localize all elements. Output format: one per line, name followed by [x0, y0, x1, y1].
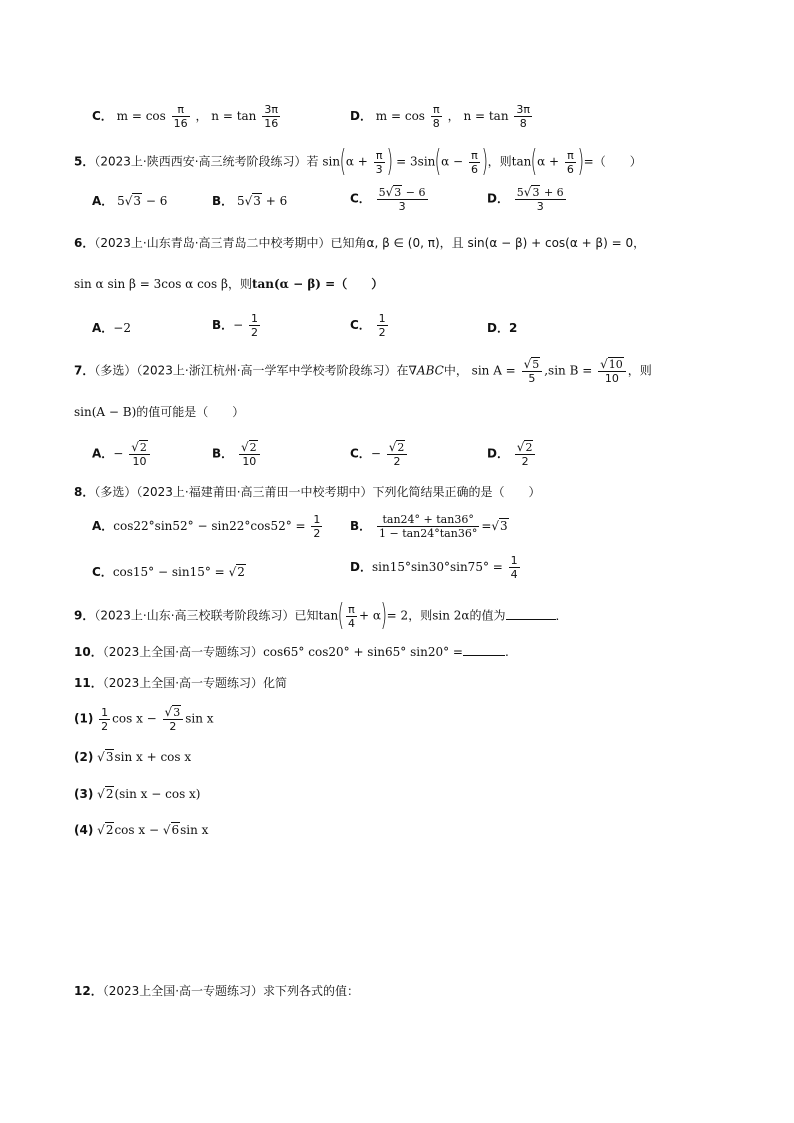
q9-stem: 9．（2023上·山东·高三校联考阶段练习）已知tan( $\frac{\pi}{4}$ + α)= 2，则sin 2α的值为 ．: [74, 598, 568, 633]
fraction: $\frac{\pi}{6}$: [566, 148, 574, 176]
q4-option-c: [92, 104, 282, 129]
fraction: $\frac{5√3 - 6}{3}$: [378, 185, 426, 213]
q5-option-a: A． 5√3 − 6: [92, 194, 168, 208]
q8-option-d: D．sin15°sin30°sin75° = $\frac{1}{4}$: [350, 554, 518, 581]
q6-stem-line1: 6．（2023上·山东青岛·高三青岛二中校考期中）已知角α, β ∈ (0, π)，且 sin(α − β) + cos(α + β) = 0，: [74, 236, 646, 250]
q11-stem: 11．（2023上全国·高一专题练习）化简: [74, 676, 288, 690]
fraction: $\frac{\pi}{16}$: [173, 103, 188, 130]
q8-stem: 8．（多选）（2023上·福建莆田·高三莆田一中校考期中）下列化简结果正确的是（ ）: [74, 485, 541, 499]
question-number: 7．: [74, 363, 95, 378]
q11-part-2: (2) √3sin x + cos x: [74, 750, 192, 764]
fraction: $\frac{\pi}{8}$: [432, 103, 440, 130]
q7-option-b: B． $\frac{√2}{10}$: [212, 441, 262, 467]
fraction: $\frac{\pi}{3}$: [375, 148, 383, 176]
fraction: $\frac{5√3 + 6}{3}$: [516, 185, 564, 213]
question-number: 9．: [74, 608, 95, 623]
fraction: $\frac{√2}{2}$: [387, 441, 408, 467]
question-number: 6．: [74, 236, 95, 250]
fraction: $\frac{1}{4}$: [510, 554, 518, 581]
answer-blank[interactable]: [463, 655, 505, 656]
q6-stem-line2: sin α sin β = 3cos α cos β，则tan(α − β) =（ ）: [74, 277, 384, 291]
q8-option-c: C．cos15° − sin15° = √2: [92, 565, 245, 579]
fraction: $\frac{3\pi}{8}$: [516, 103, 531, 130]
answer-blank[interactable]: [506, 619, 556, 620]
q7-option-a: A．− $\frac{√2}{10}$: [92, 441, 152, 467]
q7-stem-line2: sin(A − B)的值可能是（ ）: [74, 405, 245, 419]
q5-option-d: D． $\frac{5√3 + 6}{3}$: [487, 185, 564, 213]
math-text: m = cos: [375, 109, 425, 123]
q5-option-c: C． $\frac{5√3 - 6}{3}$: [350, 185, 426, 213]
question-number: 10．: [74, 645, 103, 659]
q11-part-3: (3) √2(sin x − cos x): [74, 787, 201, 801]
fraction: $\frac{√10}{10}$: [598, 358, 626, 384]
math-text: ， n = tan: [447, 109, 509, 123]
q11-part-1: (1) $\frac{1}{2}$ cos x − $\frac{√3}{2}$ sin x: [74, 705, 214, 733]
fraction: $\frac{1}{2}$: [251, 312, 259, 339]
question-source: （2023上·陕西西安·高三统考阶段练习）若: [94, 154, 319, 169]
q4-option-d: [350, 104, 534, 129]
q6-option-d: D．2: [487, 321, 518, 335]
fraction: $\frac{\tan 24^\circ + \tan 36^\circ}{1 - \tan 24^\circ\tan 36^\circ}$: [378, 513, 478, 540]
fraction: $\frac{√3}{2}$: [163, 706, 184, 732]
fraction: $\frac{√2}{2}$: [515, 441, 536, 467]
question-number: 11．: [74, 676, 103, 690]
math-text: ， n = tan: [195, 109, 257, 123]
option-label: C．: [92, 109, 113, 123]
question-number: 8．: [74, 485, 95, 499]
question-number: 5．: [74, 154, 95, 169]
q6-option-a: A．−2: [92, 321, 131, 335]
q8-option-a: A．cos22°sin52° − sin22°cos52° = $\frac{1}{2}$: [92, 513, 321, 540]
q6-option-c: C． $\frac{1}{2}$: [350, 312, 386, 339]
q7-option-c: C．− $\frac{√2}{2}$: [350, 441, 409, 467]
fraction: $\frac{√2}{10}$: [239, 441, 260, 467]
fraction: $\frac{1}{2}$: [313, 513, 321, 540]
fraction: $\frac{3\pi}{16}$: [264, 103, 279, 130]
fraction: $\frac{√5}{5}$: [522, 358, 543, 384]
q12-stem: 12．（2023上全国·高一专题练习）求下列各式的值：: [74, 984, 360, 998]
q5-stem: 5．（2023上·陕西西安·高三统考阶段练习）若 sin(α + $\frac{\pi}{3}$ ) = 3sin(α − $\frac{\pi}{6}$ )，则tan(α + $\frac{\pi}{6}$ )=（ ）: [74, 144, 642, 179]
fraction: $\frac{\pi}{4}$: [347, 602, 355, 630]
fraction: $\frac{√2}{10}$: [129, 441, 150, 467]
q7-option-d: D． $\frac{√2}{2}$: [487, 441, 537, 467]
q8-option-b: B． $\frac{\tan 24^\circ + \tan 36^\circ}{1 - \tan 24^\circ\tan 36^\circ}$ =√3: [350, 513, 508, 540]
q11-part-4: (4) √2cos x − √6sin x: [74, 823, 209, 837]
option-label: D．: [350, 109, 372, 123]
fraction: $\frac{1}{2}$: [101, 705, 109, 733]
q5-option-b: B． 5√3 + 6: [212, 194, 288, 208]
question-number: 12．: [74, 984, 103, 998]
q10-stem: 10．（2023上全国·高一专题练习）cos65° cos20° + sin65° sin20° = .: [74, 645, 509, 659]
fraction: $\frac{\pi}{6}$: [470, 148, 478, 176]
q7-stem-line1: 7．（多选）（2023上·浙江杭州·高一学军中学校考阶段练习）在∇ABC中， sin A = $\frac{√5}{5}$ ,sin B = $\frac{√10}{10}$ ，则: [74, 357, 652, 385]
fraction: $\frac{1}{2}$: [378, 312, 386, 339]
q6-option-b: B．− $\frac{1}{2}$: [212, 312, 259, 339]
math-text: m = cos: [116, 109, 166, 123]
